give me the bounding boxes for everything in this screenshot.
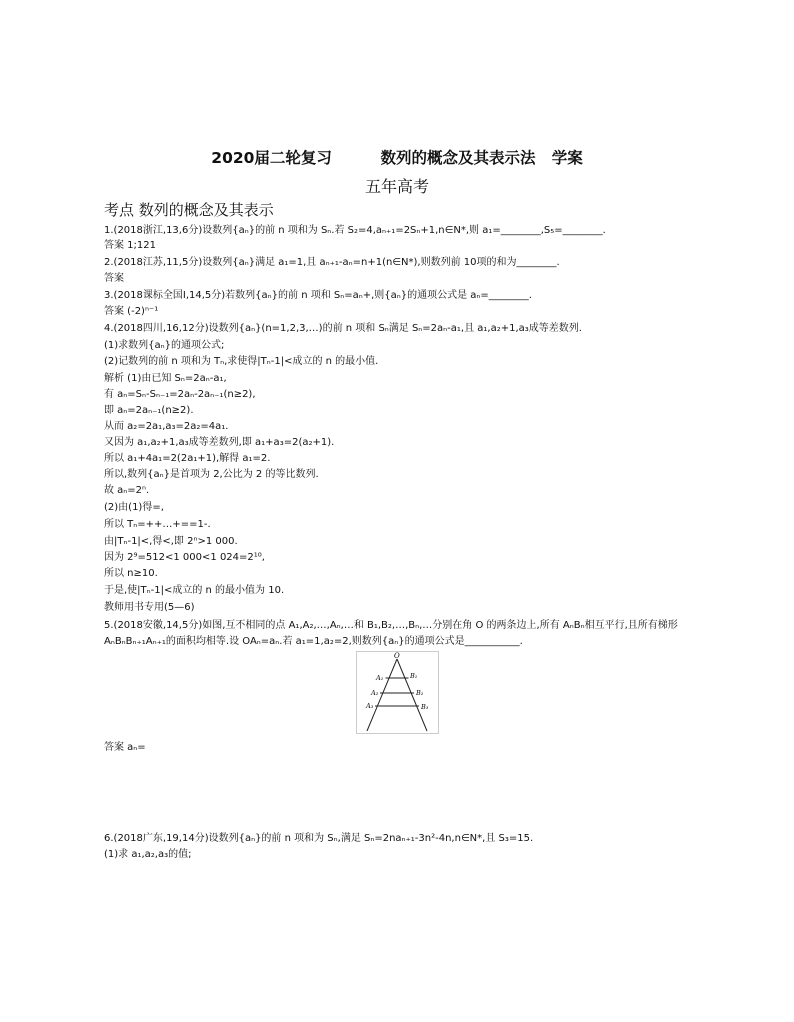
text-line: 6.(2018广东,19,14分)设数列{aₙ}的前 n 项和为 Sₙ,满足 Sₙ=2naₙ₊₁-3n²-4n,n∈N*,且 S₃=15. [104,833,534,844]
text-line: AₙBₙBₙ₊₁Aₙ₊₁的面积均相等.设 OAₙ=aₙ.若 a₁=1,a₂=2,则数列{aₙ}的通项公式是___________. [104,636,523,647]
text-line: (2)由(1)得=, [104,502,164,513]
text-line: 1.(2018浙江,13,6分)设数列{aₙ}的前 n 项和为 Sₙ.若 S₂=4,aₙ₊₁=2Sₙ+1,n∈N*,则 a₁=________,S₅=________. [104,225,606,236]
text-line: 答案 [104,273,124,284]
document-title: 2020届二轮复习 数列的概念及其表示法 学案 [211,149,583,167]
text-line: 所以 a₁+4a₁=2(2a₁+1),解得 a₁=2. [104,453,271,464]
text-line: 所以 Tₙ=++…+==1-. [104,519,211,530]
text-line: 故 aₙ=2ⁿ. [104,485,150,496]
text-line: 因为 2⁹=512<1 000<1 024=2¹⁰, [104,552,265,563]
figure-label-b2: B₂ [416,689,424,697]
text-line: 有 aₙ=Sₙ-Sₙ₋₁=2aₙ-2aₙ₋₁(n≥2), [104,389,256,400]
text-line: 由|Tₙ-1|<,得<,即 2ⁿ>1 000. [104,536,238,547]
document-subtitle: 五年高考 [364,177,429,196]
figure-label-b3: B₃ [421,703,429,711]
text-line: 于是,使|Tₙ-1|<成立的 n 的最小值为 10. [104,585,285,596]
text-line: (2)记数列的前 n 项和为 Tₙ,求使得|Tₙ-1|<成立的 n 的最小值. [104,356,379,367]
text-line: 即 aₙ=2aₙ₋₁(n≥2). [104,405,194,416]
text-line: 5.(2018安徽,14,5分)如图,互不相同的点 A₁,A₂,…,Aₙ,…和 B₁,B₂,…,Bₙ,…分别在角 O 的两条边上,所有 AₙBₙ相互平行,且所有梯形 [104,620,678,631]
text-line: 2.(2018江苏,11,5分)设数列{aₙ}满足 a₁=1,且 aₙ₊₁-aₙ=n+1(n∈N*),则数列前 10项的和为________. [104,257,560,268]
text-line: 所以 n≥10. [104,568,158,579]
figure-label-a3: A₃ [366,702,374,710]
text-line: 3.(2018课标全国Ⅰ,14,5分)若数列{aₙ}的前 n 项和 Sₙ=aₙ+,则{aₙ}的通项公式是 aₙ=________. [104,290,532,301]
text-line: 4.(2018四川,16,12分)设数列{aₙ}(n=1,2,3,…)的前 n 项和 Sₙ满足 Sₙ=2aₙ-a₁,且 a₁,a₂+1,a₃成等差数列. [104,323,582,334]
text-line: 从而 a₂=2a₁,a₃=2a₂=4a₁. [104,421,229,432]
figure-label-b1: B₁ [410,672,418,680]
text-line: 答案 (-2)ⁿ⁻¹ [104,306,159,317]
text-line: 所以,数列{aₙ}是首项为 2,公比为 2 的等比数列. [104,469,319,480]
section-heading: 考点 数列的概念及其表示 [104,201,274,219]
text-line: 教师用书专用(5—6) [104,602,195,613]
text-line: 又因为 a₁,a₂+1,a₃成等差数列,即 a₁+a₃=2(a₂+1). [104,437,335,448]
text-line: 答案 aₙ= [104,742,146,753]
figure-label-a1: A₁ [376,674,384,682]
trapezoid-figure [356,651,439,734]
text-line: 解析 (1)由已知 Sₙ=2aₙ-a₁, [104,373,227,384]
text-line: 答案 1;121 [104,240,156,251]
text-line: (1)求数列{aₙ}的通项公式; [104,340,225,351]
figure-label-o: O [394,652,400,660]
figure-label-a2: A₂ [371,689,379,697]
text-line: (1)求 a₁,a₂,a₃的值; [104,849,192,860]
